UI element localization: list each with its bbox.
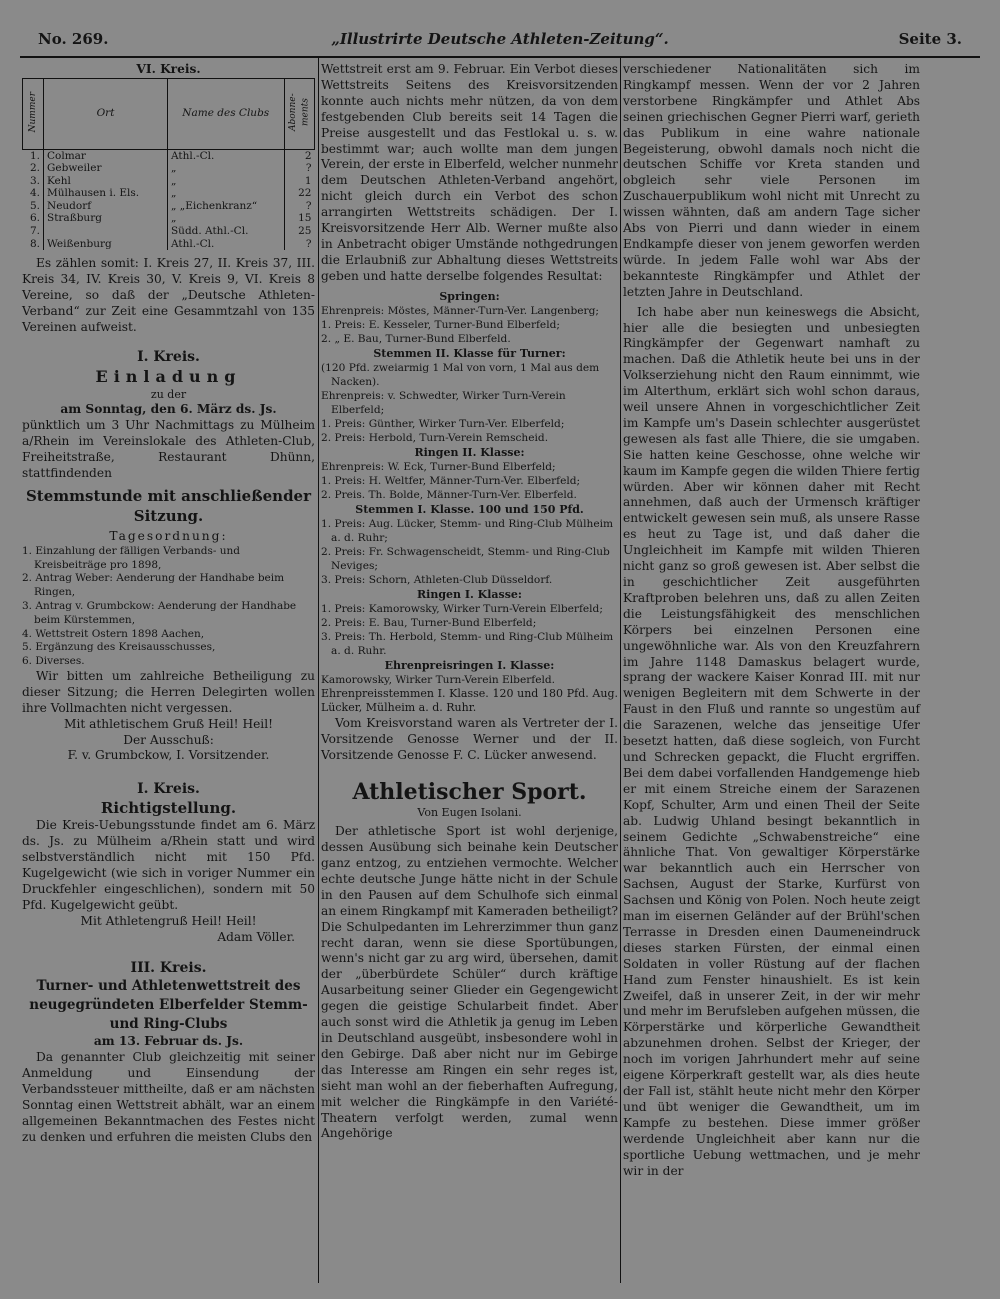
- column-1: [22, 62, 315, 1146]
- row-ort: [44, 225, 168, 238]
- list-item: 2. Preis. Th. Bolde, Männer-Turn-Ver. Elberfeld.: [321, 488, 577, 501]
- gruss-line-2: Mit Athletengruß Heil! Heil!: [80, 913, 257, 928]
- row-ort: Neudorf: [47, 199, 92, 212]
- section-ringen1-list: [321, 602, 618, 658]
- sport-text: Der athletische Sport ist wohl derjenige, dessen Ausübung sich beinahe kein Deutscher ganz entzog, zu entziehen vermochte. Welcher echte deutsche Junge hätte nicht in der Schule in den Pausen auf dem Schulhofe sich einmal an einem Ringkampf mit Kameraden betheiligt? Die Schulpedanten im Lehrerzimmer thun ganz recht daran, wenn sie diese Sportübungen, wenn's nicht gar zu arg wird, übersehen, damit der „überbürdete Schüler“ durch kräftige Ausarbeitung seiner Glieder ein Gegengewicht gegen die geistige Schularbeit findet. Aber auch sonst wird die Athletik ja genug im Leben in Deutschland ausgeübt, insbesondere wohl in den Gebirge. Daß aber nicht nur im Gebirge das Interesse am Ringen ein sehr reges ist, sieht man wohl an der fieberhaften Aufregung, mit welcher die Ringkämpfe in den Variété-Theatern verfolgt werden, zumal wenn Angehörige: [321, 824, 618, 1141]
- row-ort: Weißenburg: [47, 237, 112, 250]
- section-stemmen2-title: Stemmen II. Klasse für Turner:: [373, 346, 566, 360]
- wettstreit-continued: Wettstreit erst am 9. Februar. Ein Verbot dieses Wettstreits Seitens des Kreisvorsitzenden konnte auch nichts mehr nützen, da von dem festgebenden Club bereits seit 14 Tagen die Preise ausgestellt und das Festlokal u. s. w. bestimmt war; auch wollte man dem jungen Verein, der erste in Elberfeld, welcher nunmehr dem Deutschen Athleten-Verband angehört, nicht gleich durch ein Verbot des schon arrangirten Wettstreits schädigen. Der I. Kreisvorsitzende Herr Alb. Werner mußte also in Anbetracht obiger Umstände nothgedrungen die Erlaubniß zur Abhaltung dieses Wettstreits geben und hatte derselbe folgendes Resultat:: [321, 62, 618, 283]
- sport-title: Athletischer Sport.: [352, 778, 587, 805]
- list-item: 1. Preis: Aug. Lücker, Stemm- und Ring-Club Mülheim a. d. Ruhr;: [321, 517, 614, 544]
- ausschuss-line: Der Ausschuß:: [123, 732, 214, 747]
- row-ort: Straßburg: [47, 212, 102, 225]
- section-stemmen2-list: [321, 361, 618, 445]
- table-header-nummer: Nummer: [27, 91, 38, 133]
- section-springen-list: [321, 304, 618, 346]
- newspaper-title: „Illustrirte Deutsche Athleten-Zeitung“.: [331, 30, 669, 48]
- richtigstellung-text: Die Kreis-Uebungsstunde findet am 6. März ds. Js. zu Mülheim a/Rhein statt und wird selbstverständlich nicht mit 150 Pfd. Kugelgewicht (wie sich in voriger Nummer ein Druckfehler eingeschlichen), sondern mit 50 Pfd. Kugelgewicht geübt.: [22, 818, 315, 912]
- row-abo: 15: [284, 212, 315, 225]
- table-row: [23, 175, 315, 188]
- stemmstunde-heading: Stemmstunde mit anschließender Sitzung.: [25, 486, 312, 525]
- row-club: „: [167, 187, 284, 200]
- row-abo: ?: [284, 200, 315, 213]
- sport-continued-1: verschiedener Nationalitäten sich im Ringkampf messen. Wenn der vor 2 Jahren verstorbene Ringkämpfer und Athlet Abs seinen griechischen Gegner Pierri warf, gerieth das Publikum in eine wahre nationale Begeisterung, obwohl damals noch nicht die deutschen Schiffe vor Kreta standen und obgleich sehr viele Personen im Zuschauerpublikum wohl nicht mit Unrecht zu wissen wähnten, daß am andern Tage sicher Abs von Pierri und dann wieder in einem Endkampfe dieser von jenem geworfen werden würde. In jedem Falle wohl war Abs der bekannteste Ringkämpfer und Athlet der letzten Jahre in Deutschland.: [623, 62, 920, 299]
- einladung-title: Einladung: [95, 366, 242, 386]
- row-nr: 3.: [23, 175, 44, 188]
- section-ringen2-title: Ringen II. Klasse:: [414, 445, 525, 459]
- table-row: [23, 162, 315, 175]
- row-abo: 2: [284, 149, 315, 162]
- wettstreit-date: am 13. Februar ds. Js.: [93, 1034, 244, 1049]
- header-rule: [20, 56, 980, 58]
- kreis3-title: III. Kreis.: [130, 960, 207, 977]
- list-item: 1. Einzahlung der fälligen Verbands- und Kreisbeiträge pro 1898,: [22, 544, 241, 571]
- list-item: (120 Pfd. zweiarmig 1 Mal von vorn, 1 Mal aus dem Nacken).: [321, 361, 600, 388]
- list-item: 4. Wettstreit Ostern 1898 Aachen,: [22, 627, 205, 640]
- sport-continued-2: Ich habe aber nun keineswegs die Absicht, hier alle die besiegten und unbesiegten Ringkämpfer der Gegenwart namhaft zu machen. Daß die Athletik heute bei uns in der Volkserziehung nicht den Raum einnimmt, wie im Alterthum, erklärt sich wohl schon daraus, weil unsere Ahnen in vorgeschichtlicher Zeit im Kampfe um's Dasein schlechter ausgerüstet gewesen als fast alle Thiere, die sie umgaben. Sie hatten keine Geschosse, ohne welche wir kaum im Kampfe gegen die wilden Thiere fertig würden. Aber wir können daher mit Recht annehmen, daß auch der Urmensch kräftiger entwickelt gewesen sein muß, als unsere Rasse es heut zu Tage ist, und daß daher die Ungleichheit im Kampfe mit wilden Thieren nicht ganz so groß gewesen ist. Aber selbst die in geschichtlicher Zeit ausgeführten Kraftproben belehren uns, daß zu allen Zeiten die Leistungsfähigkeit des menschlichen Körpers bei einzelnen Personen eine ungewöhnliche war. Als von den Kreuzfahrern im Jahre 1148 Damaskus belagert wurde, sprang der wackere Kaiser Konrad III. mit nur wenigen Begleitern mit dem Schwerte in der Faust in den Fluß und rannte so ungestüm auf die Sarazenen, welche das jenseitige Ufer besetzt hatten, daß diese sogleich, von Furcht und Schrecken gepackt, die Flucht ergriffen. Bei dem dabei vorfallenden Handgemenge hieb er mit einem Streiche einem der Sarazenen Kopf, Schulter, Arm und einen Theil der Seite ab. Ludwig Uhland besingt bekanntlich in seinem Gedichte „Schwabenstreiche“ eine ähnliche That. Von gewaltiger Körperstärke war bekanntlich auch ein Herrscher von Sachsen, August der Starke, Kurfürst von Sachsen und König von Polen. Noch heute zeigt man im eisernen Geländer auf der Brühl'schen Terrasse in Dresden einen Daumeneindruck dieses starken Fürsten, der einmal einen Soldaten in voller Rüstung auf der flachen Hand zum Fenster hinaushielt. Es ist kein Zweifel, daß in unserer Zeit, in der wir mehr und mehr im Berufsleben aufgehen müssen, die Körperstärke und körperliche Gewandtheit abzunehmen drohen. Selbst der Krieger, der noch im vorigen Jahrhundert mehr auf seine eigene Körperkraft gestellt war, als dies heute der Fall ist, stählt heute nicht mehr den Körper und übt weniger die Gewandtheit, um im Kampfe zu bestehen. Diese immer größer werdende Ungleichheit aber kann nur die sportliche Uebung wettmachen, und je mehr wir in der: [623, 304, 920, 1178]
- row-nr: 1.: [23, 149, 44, 162]
- row-nr: 2.: [23, 162, 44, 175]
- section-stemmen1-list: [321, 517, 618, 587]
- wettstreit-title: Turner- und Athletenwettstreit des neugegründeten Elberfelder Stemm- und Ring-Clubs: [29, 978, 308, 1033]
- row-nr: 8.: [23, 238, 44, 251]
- table-header-club: Name des Clubs: [167, 78, 284, 149]
- row-abo: ?: [284, 162, 315, 175]
- einladung-text: pünktlich um 3 Uhr Nachmittags zu Mülheim a/Rhein im Vereinslokale des Athleten-Club, Freiheitstraße, Restaurant Dhünn, stattfindenden: [22, 418, 315, 480]
- table-row: [23, 187, 315, 200]
- table-row: [23, 149, 315, 162]
- column-divider-1: [318, 58, 319, 1283]
- einladung-date: am Sonntag, den 6. März ds. Js.: [60, 402, 277, 417]
- issue-number: No. 269.: [38, 30, 109, 48]
- row-nr: 6.: [23, 212, 44, 225]
- section-stemmen1-title: Stemmen I. Klasse. 100 und 150 Pfd.: [355, 502, 584, 516]
- row-club: Athl.-Cl.: [167, 238, 284, 251]
- kreis1b-title: I. Kreis.: [137, 781, 200, 798]
- list-item: 1. Preis: H. Weltfer, Männer-Turn-Ver. Elberfeld;: [321, 474, 581, 487]
- gruss-line: Mit athletischem Gruß Heil! Heil!: [63, 716, 273, 731]
- row-club: „: [167, 175, 284, 188]
- list-item: Ehrenpreis: W. Eck, Turner-Bund Elberfeld;: [321, 460, 556, 473]
- page-header: [38, 30, 962, 54]
- row-nr: 7.: [23, 225, 44, 238]
- list-item: Ehrenpreis: Möstes, Männer-Turn-Ver. Langenberg;: [321, 304, 599, 317]
- list-item: 2. Preis: Herbold, Turn-Verein Remscheid.: [321, 431, 549, 444]
- bitte-text: Wir bitten um zahlreiche Betheiligung zu dieser Sitzung; die Herren Delegirten wollen ihre Vollmachten nicht vergessen.: [22, 668, 315, 715]
- row-abo: 22: [284, 187, 315, 200]
- agenda-list: [22, 545, 315, 669]
- list-item: Ehrenpreis: v. Schwedter, Wirker Turn-Verein Elberfeld;: [321, 389, 566, 416]
- section-ringen1-title: Ringen I. Klasse:: [417, 587, 522, 601]
- list-item: 3. Preis: Th. Herbold, Stemm- und Ring-Club Mülheim a. d. Ruhr.: [321, 630, 614, 657]
- table-row: [23, 212, 315, 225]
- richtigstellung-title: Richtigstellung.: [100, 799, 237, 818]
- column-3: [623, 62, 920, 1179]
- list-item: 2. Preis: Fr. Schwagenscheidt, Stemm- und Ring-Club Neviges;: [321, 545, 610, 572]
- table-row: [23, 238, 315, 251]
- list-item: 2. Preis: E. Bau, Turner-Bund Elberfeld;: [321, 616, 537, 629]
- section-ehrenringen-title: Ehrenpreisringen I. Klasse:: [384, 658, 555, 672]
- section-springen-title: Springen:: [439, 289, 500, 303]
- row-club: „: [167, 162, 284, 175]
- row-ort: Gebweiler: [47, 162, 102, 175]
- column-2: [321, 62, 618, 1142]
- page-number: Seite 3.: [898, 30, 962, 48]
- row-nr: 5.: [23, 200, 44, 213]
- kreis1-title: I. Kreis.: [137, 348, 200, 365]
- club-table: [22, 78, 315, 250]
- list-item: 6. Diverses.: [22, 655, 85, 668]
- list-item: Kamorowsky, Wirker Turn-Verein Elberfeld.: [321, 673, 556, 686]
- section-ehrenringen-list: [321, 673, 618, 687]
- row-ort: Mülhausen i. Els.: [47, 187, 140, 200]
- row-club: „ „Eichenkranz“: [167, 200, 284, 213]
- list-item: 1. Preis: E. Kesseler, Turner-Bund Elberfeld;: [321, 318, 560, 331]
- row-club: Südd. Athl.-Cl.: [167, 225, 284, 238]
- column-divider-2: [620, 58, 621, 1283]
- row-ort: Kehl: [47, 174, 71, 187]
- list-item: 2. „ E. Bau, Turner-Bund Elberfeld.: [321, 332, 511, 345]
- table-row: [23, 200, 315, 213]
- zu-der: zu der: [150, 387, 187, 401]
- row-ort: Colmar: [47, 149, 86, 162]
- wettstreit-text: Da genannter Club gleichzeitig mit seiner Anmeldung und Einsendung der Verbandssteuer mittheilte, daß er am nächsten Sonntag einen Wettstreit abhält, war an einem allgemeinen Bekanntmachen des Festes nicht zu denken und erfuhren die meisten Clubs den: [22, 1050, 315, 1144]
- row-abo: 25: [284, 225, 315, 238]
- table-header-abonnements: Abonne-ments: [287, 93, 311, 131]
- list-item: 5. Ergänzung des Kreisausschusses,: [22, 641, 216, 654]
- club-summary: Es zählen somit: I. Kreis 27, II. Kreis 37, III. Kreis 34, IV. Kreis 30, V. Kreis 9, VI. Kreis 8 Vereine, so daß der „Deutsche Athleten-Verband“ zur Zeit eine Gesammtzahl von 135 Vereinen aufweist.: [22, 256, 315, 334]
- signer-2: Adam Völler.: [217, 929, 295, 944]
- list-item: 3. Antrag v. Grumbckow: Aenderung der Handhabe beim Kürstemmen,: [22, 599, 297, 626]
- kreisvorstand-text: Vom Kreisvorstand waren als Vertreter der I. Vorsitzende Genosse Werner und der II. Vorsitzende Genosse F. C. Lücker anwesend.: [321, 715, 618, 762]
- row-club: Athl.-Cl.: [167, 149, 284, 162]
- list-item: 1. Preis: Kamorowsky, Wirker Turn-Verein Elberfeld;: [321, 602, 603, 615]
- list-item: 3. Preis: Schorn, Athleten-Club Düsseldorf.: [321, 573, 553, 586]
- list-item: 2. Antrag Weber: Aenderung der Handhabe beim Ringen,: [22, 572, 285, 599]
- signer-1: F. v. Grumbckow, I. Vorsitzender.: [67, 748, 270, 763]
- table-header-ort: Ort: [44, 78, 168, 149]
- sport-author: Von Eugen Isolani.: [417, 805, 522, 819]
- row-abo: 1: [284, 175, 315, 188]
- tagesordnung-heading: Tagesordnung:: [109, 528, 228, 543]
- row-abo: ?: [284, 238, 315, 251]
- row-club: „: [167, 212, 284, 225]
- list-item: 1. Preis: Günther, Wirker Turn-Ver. Elberfeld;: [321, 417, 565, 430]
- kreis6-title: VI. Kreis.: [136, 62, 201, 76]
- table-row: [23, 225, 315, 238]
- ehrenstemmen-line: Ehrenpreisstemmen I. Klasse. 120 und 180 Pfd. Aug. Lücker, Mülheim a. d. Ruhr.: [321, 686, 618, 715]
- section-ringen2-list: [321, 460, 618, 502]
- row-nr: 4.: [23, 187, 44, 200]
